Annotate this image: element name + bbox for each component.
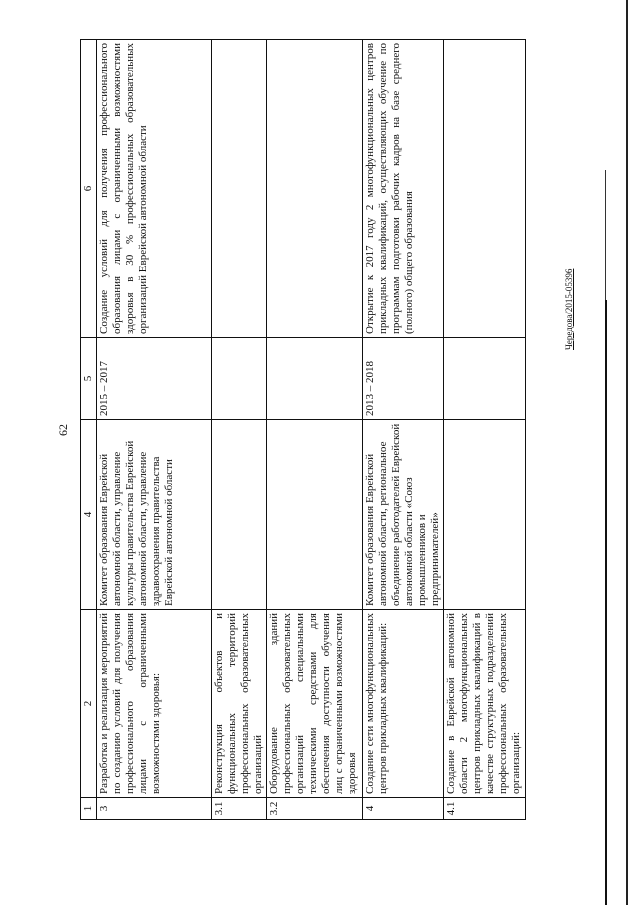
executor-cell: Комитет образования Еврейской автономной области, управление культуры правительства Еврейской автономной области, управление здравоохранения правительства Еврейской автономной области [97, 420, 212, 610]
period-cell: 2015 – 2017 [97, 338, 212, 420]
header-cell: 1 [81, 798, 97, 820]
measure-cell: Создание сети многофункциональных центров прикладных квалификаций: [363, 610, 444, 798]
result-cell [267, 40, 363, 338]
row-number: 3.2 [267, 798, 363, 820]
measure-cell: Оборудование зданий профессиональных образовательных организаций специальными техническими средствами для обеспечения доступности обучения лиц с ограниченными возможностями здоровья [267, 610, 363, 798]
table-row [444, 40, 526, 820]
result-cell [444, 40, 526, 338]
row-number: 3 [97, 798, 212, 820]
table-row [212, 40, 267, 820]
page-number: 62 [56, 424, 70, 436]
header-cell: 6 [81, 40, 97, 338]
row-number: 3.1 [212, 798, 267, 820]
executor-cell [444, 420, 526, 610]
header-cell: 2 [81, 610, 97, 798]
measure-cell: Реконструкция объектов и функциональных территорий профессиональных образовательных организаций [212, 610, 267, 798]
measure-cell: Разработка и реализация мероприятий по созданию условий для получения профессионального образования лицами с ограниченными возможностями здоровья: [97, 610, 212, 798]
table-row [267, 40, 363, 820]
measures-table [80, 39, 526, 820]
executor-cell: Комитет образования Еврейской автономной области, региональное объединение работодателей Еврейской автономной области «Союз промышленников и предпринимателей» [363, 420, 444, 610]
rotated-content [48, 40, 598, 820]
result-cell: Создание условий для получения профессионального образования лицами с ограниченными возможностями здоровья в 30 % профессиональных образовательных организаций Еврейской автономной области [97, 40, 212, 338]
period-cell [212, 338, 267, 420]
measure-cell: Создание в Еврейской автономной области 2 многофункциональных центров прикладных квалификаций в качестве структурных подразделений профессиональных образовательных организаций: [444, 610, 526, 798]
executor-cell [267, 420, 363, 610]
period-cell [444, 338, 526, 420]
scan-edge-line [626, 0, 628, 905]
table-row [97, 40, 212, 820]
executor-cell [212, 420, 267, 610]
header-cell: 4 [81, 420, 97, 610]
period-cell: 2013 – 2018 [363, 338, 444, 420]
header-cell: 5 [81, 338, 97, 420]
row-number: 4.1 [444, 798, 526, 820]
period-cell [267, 338, 363, 420]
scan-edge-line [604, 0, 607, 905]
header-row [81, 40, 97, 820]
table-row [363, 40, 444, 820]
result-cell: Открытие к 2017 году 2 многофункциональных центров прикладных квалификаций, осуществляющих обучение по программам подготовки рабочих кадров на базе среднего (полного) общего образования [363, 40, 444, 338]
result-cell [212, 40, 267, 338]
row-number: 4 [363, 798, 444, 820]
document-stamp: Чередова/2015-05396 [564, 268, 574, 350]
